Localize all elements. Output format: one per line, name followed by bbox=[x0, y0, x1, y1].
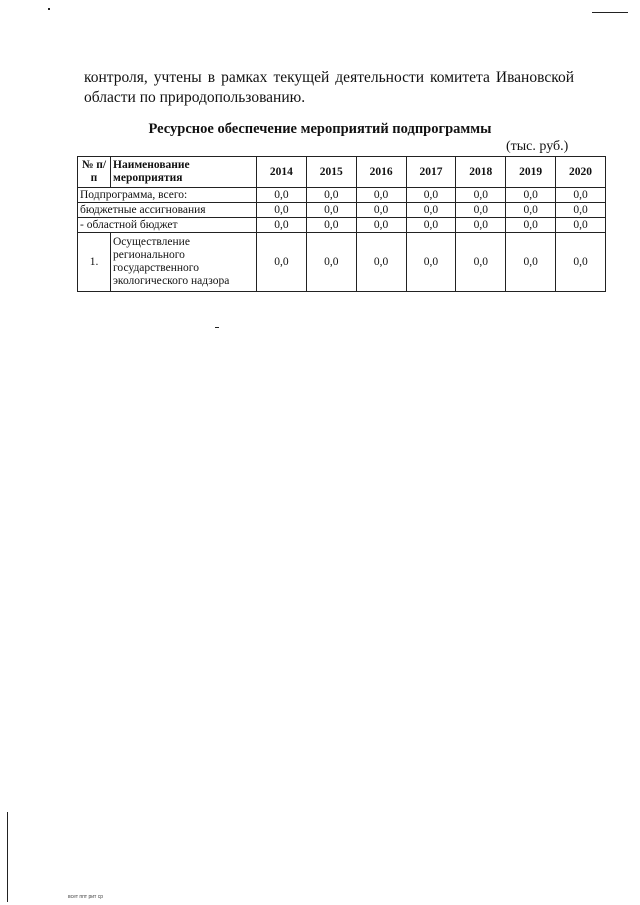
cell-value: 0,0 bbox=[556, 233, 606, 292]
units-note: (тыс. руб.) bbox=[506, 139, 569, 154]
cell-value: 0,0 bbox=[306, 218, 356, 233]
header-name: Наименование мероприятия bbox=[111, 157, 257, 188]
header-year: 2016 bbox=[356, 157, 406, 188]
cell-value: 0,0 bbox=[506, 233, 556, 292]
scan-mark-top-right bbox=[592, 12, 628, 13]
cell-value: 0,0 bbox=[257, 233, 307, 292]
cell-value: 0,0 bbox=[506, 188, 556, 203]
cell-value: 0,0 bbox=[406, 233, 456, 292]
cell-value: 0,0 bbox=[306, 233, 356, 292]
cell-value: 0,0 bbox=[406, 218, 456, 233]
cell-value: 0,0 bbox=[456, 188, 506, 203]
row-label: Подпрограмма, всего: bbox=[78, 188, 257, 203]
scan-dot bbox=[48, 8, 50, 10]
header-num: № п/п bbox=[78, 157, 111, 188]
cell-value: 0,0 bbox=[356, 233, 406, 292]
cell-value: 0,0 bbox=[506, 218, 556, 233]
table-header-row bbox=[78, 157, 606, 188]
cell-value: 0,0 bbox=[456, 233, 506, 292]
cell-value: 0,0 bbox=[257, 203, 307, 218]
cell-value: 0,0 bbox=[556, 218, 606, 233]
cell-value: 0,0 bbox=[406, 203, 456, 218]
activity-name: Осуществление регионального государственного экологического надзора bbox=[111, 233, 257, 292]
table-row bbox=[78, 188, 606, 203]
cell-value: 0,0 bbox=[556, 203, 606, 218]
cell-value: 0,0 bbox=[456, 203, 506, 218]
header-year: 2020 bbox=[556, 157, 606, 188]
cell-value: 0,0 bbox=[356, 218, 406, 233]
scan-edge-line bbox=[7, 812, 8, 902]
cell-value: 0,0 bbox=[257, 218, 307, 233]
section-heading: Ресурсное обеспечение мероприятий подпрограммы bbox=[148, 121, 492, 137]
cell-value: 0,0 bbox=[456, 218, 506, 233]
cell-value: 0,0 bbox=[406, 188, 456, 203]
resource-table bbox=[77, 156, 606, 292]
table-row bbox=[78, 203, 606, 218]
cell-value: 0,0 bbox=[356, 188, 406, 203]
paragraph-line-1: контроля, учтены в рамках текущей деятельности комитета Ивановской bbox=[84, 69, 574, 86]
header-year: 2015 bbox=[306, 157, 356, 188]
cell-value: 0,0 bbox=[556, 188, 606, 203]
row-label: бюджетные ассигнования bbox=[78, 203, 257, 218]
paragraph-line-2: области по природопользованию. bbox=[84, 89, 306, 106]
header-year: 2019 bbox=[506, 157, 556, 188]
row-number: 1. bbox=[78, 233, 111, 292]
cell-value: 0,0 bbox=[306, 203, 356, 218]
header-year: 2018 bbox=[456, 157, 506, 188]
header-year: 2017 bbox=[406, 157, 456, 188]
header-year: 2014 bbox=[257, 157, 307, 188]
cell-value: 0,0 bbox=[257, 188, 307, 203]
cell-value: 0,0 bbox=[356, 203, 406, 218]
table-row bbox=[78, 218, 606, 233]
intro-paragraph bbox=[84, 68, 574, 108]
row-label: - областной бюджет bbox=[78, 218, 257, 233]
cell-value: 0,0 bbox=[306, 188, 356, 203]
table-row bbox=[78, 233, 606, 292]
footer-code: всет ппт рит ср bbox=[68, 894, 104, 900]
cell-value: 0,0 bbox=[506, 203, 556, 218]
scan-dot bbox=[215, 327, 219, 328]
